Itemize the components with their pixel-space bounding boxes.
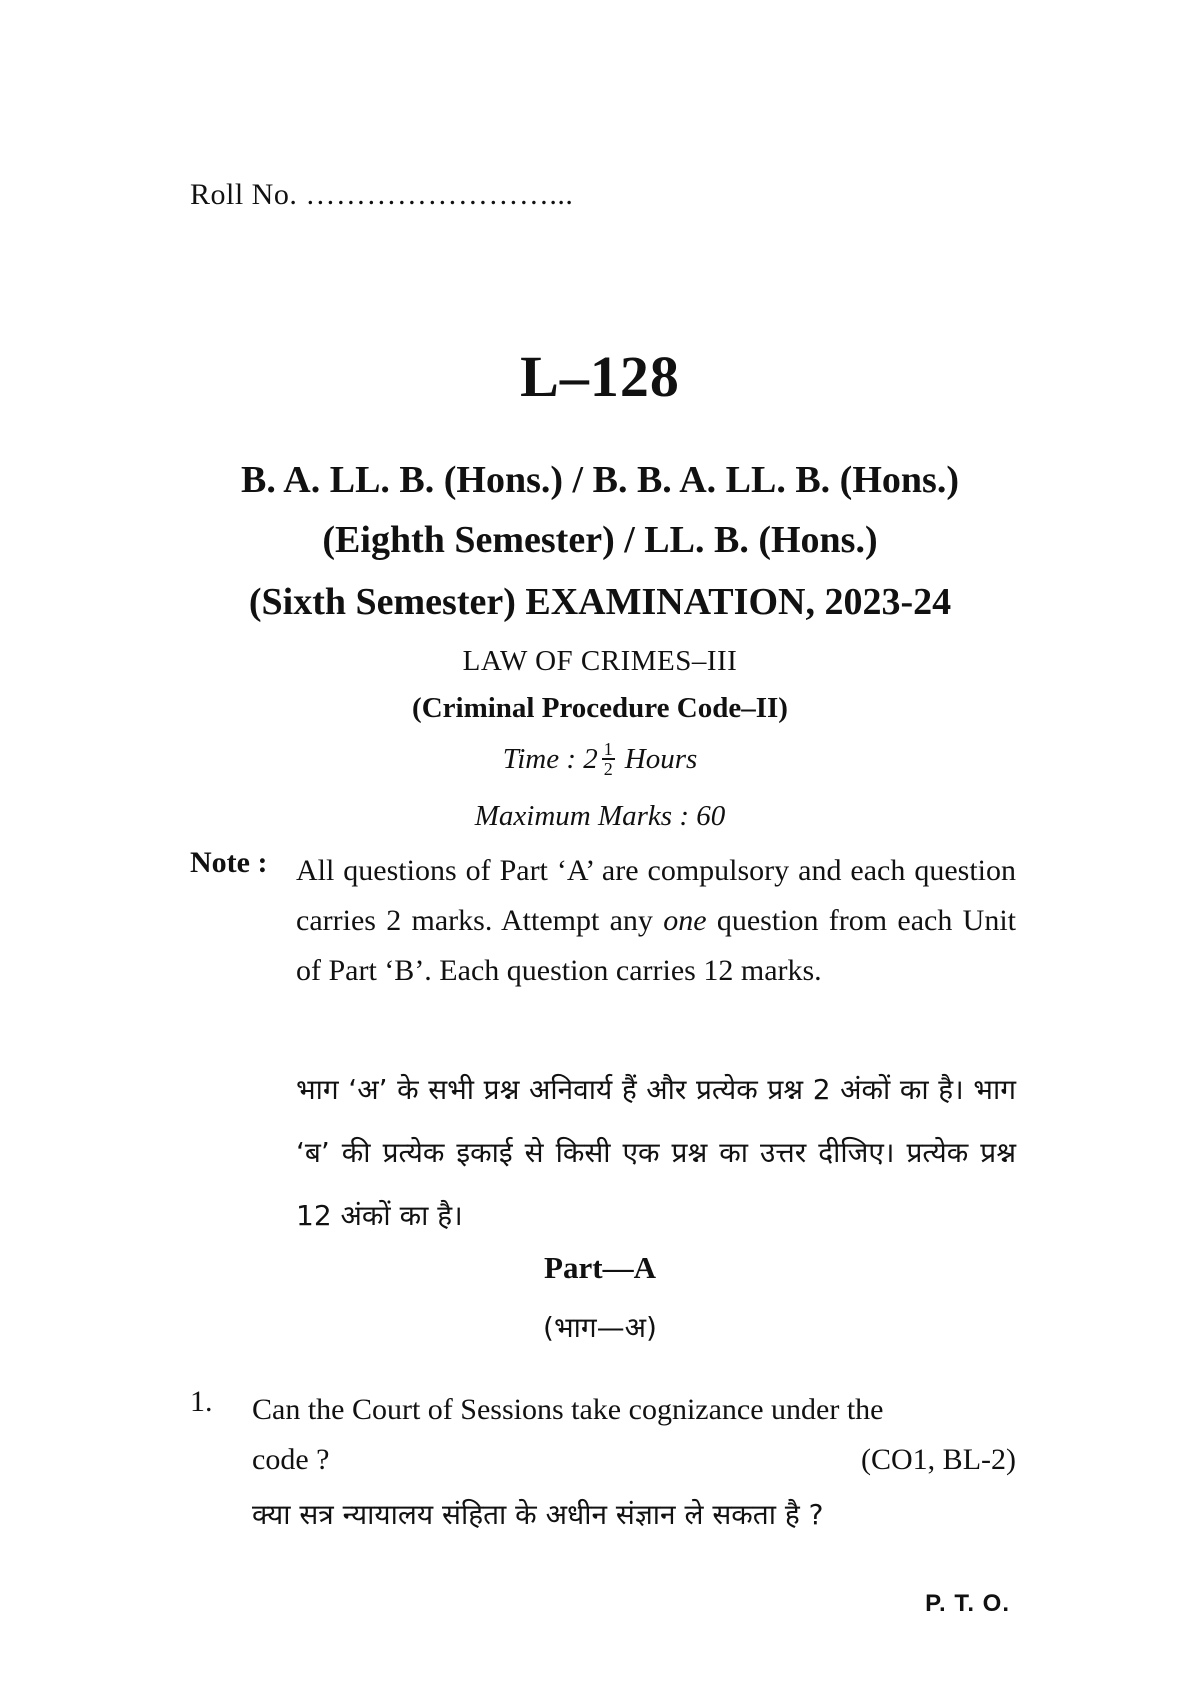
part-title-hindi: (भाग—अ) (543, 1311, 657, 1344)
degree-title-line-2: (Eighth Semester) / LL. B. (Hons.) (322, 519, 878, 561)
maximum-marks: Maximum Marks : 60 (474, 800, 726, 832)
note-emphasis: one (663, 904, 707, 937)
question-text-line-1: Can the Court of Sessions take cognizance under the (252, 1393, 884, 1426)
fraction-numerator: 1 (603, 739, 613, 759)
roll-number-line: Roll No. ……………………... (190, 178, 574, 211)
question-text-hindi: क्या सत्र न्यायालय संहिता के अधीन संज्ञान ले सकता है ? (252, 1498, 824, 1531)
part-title: Part—A (544, 1250, 656, 1285)
question-text-line-2 (252, 1435, 1016, 1485)
note-english (296, 846, 1016, 996)
time-fraction (602, 740, 615, 778)
time-prefix: Time : 2 (502, 742, 598, 775)
note-hindi: भाग ‘अ’ के सभी प्रश्न अनिवार्य हैं और प्रत्येक प्रश्न 2 अंकों का है। भाग ‘ब’ की प्रत्येक इकाई से किसी एक प्रश्न का उत्तर दीजिए। प्रत्येक प्रश्न 12 अंकों का है। (296, 1073, 1016, 1232)
subject-name: LAW OF CRIMES–III (462, 645, 738, 677)
question-text (252, 1385, 1016, 1485)
subject-subtitle: (Criminal Procedure Code–II) (412, 692, 788, 724)
note-label: Note : (190, 846, 268, 879)
fraction-denominator: 2 (603, 759, 613, 779)
exam-time (0, 740, 1200, 778)
paper-code: L–128 (520, 344, 680, 409)
question-number: 1. (190, 1385, 213, 1418)
note-text-part-b: question from each Unit of Part ‘B’. Each question carries 12 marks. (296, 904, 1016, 987)
note-text-part-a: All questions of Part ‘A’ are compulsory and each question carries 2 marks. Attempt any (296, 854, 1016, 937)
degree-title-line-3: (Sixth Semester) EXAMINATION, 2023-24 (248, 581, 952, 623)
please-turn-over: P. T. O. (925, 1590, 1010, 1617)
degree-title-line-1: B. A. LL. B. (Hons.) / B. B. A. LL. B. (Hons.) (241, 459, 959, 501)
question-text-line-2-body: code ? (252, 1443, 330, 1476)
question-outcome-tag: (CO1, BL-2) (861, 1443, 1016, 1476)
time-suffix: Hours (624, 742, 698, 775)
